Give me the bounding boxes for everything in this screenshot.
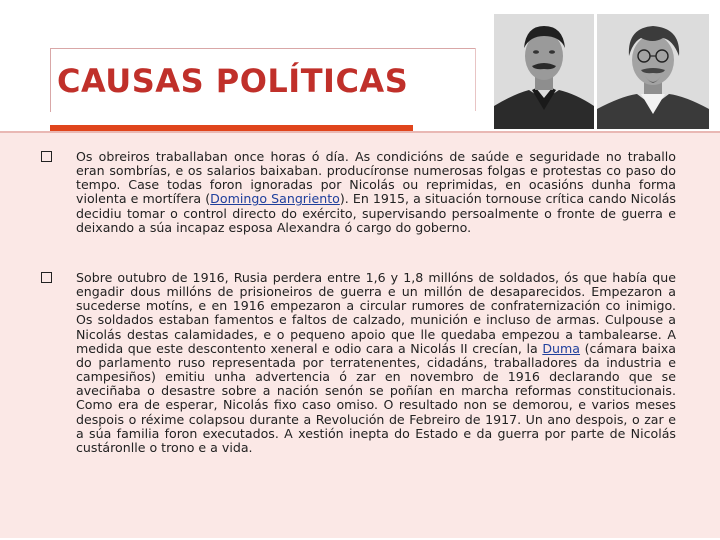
link-duma[interactable]: Duma: [542, 340, 581, 356]
portrait-stalin-image: [494, 14, 594, 129]
paragraph-2: Sobre outubro de 1916, Rusia perdera entre 1,6 y 1,8 millóns de soldados, ós que había que engadir dous millóns de prisioneiros de guerra e un millón de desaparecidos. Empezaron a sucederse motíns, e en 1916 empezaron a circular rumores de confraternización co inimigo. Os soldados estaban famentos e faltos de calzado, munición e incluso de armas. Culpouse a Nicolás destas calamidades, e o pequeno apoio que lle quedaba empezou a tambalearse. A medida que este descontento xeneral e odio cara a Nicolás II crecían, la Duma (cámara baixa do parlamento ruso representada por terratenentes, cidadáns, traballadores da industria e campesiños) emitiu unha advertencia ó zar en novembro de 1916 declarando que se aveciñaba o desastre sobre a nación senón se poñían en marcha reformas constitucionais. Como era de esperar, Nicolás fixo caso omiso. O resultado non se demorou, e varios meses despois o réxime colapsou durante a Revolución de Febreiro de 1917. Un ano despois, o zar e a súa familia foron executados. A xestión inepta do Estado e da guerra por parte de Nicolás custáronlle o trono e a vida.: [76, 270, 677, 455]
portrait-trotsky-image: [597, 14, 709, 129]
bullet-square-icon: [41, 151, 52, 162]
paragraph-1: Os obreiros traballaban once horas ó día. As condicións de saúde e seguridade no traballo eran sombrías, e os salarios baixaban. producíronse numerosas folgas e protestas co paso do tempo. Case todas foron ignoradas por Nicolás ou reprimidas, en ocasións dunha forma violenta e mortífera (Domingo Sangriento). En 1915, a situación tornouse crítica cando Nicolás decidiu tomar o control directo do exército, supervisando persoalmente o fronte de guerra e deixando a súa incapaz esposa Alexandra ó cargo do goberno.: [76, 149, 676, 235]
bullet-square-icon: [41, 272, 52, 283]
link-domingo-sangriento[interactable]: Domingo Sangriento: [210, 191, 340, 207]
page-title: CAUSAS POLÍTICAS: [57, 62, 409, 100]
title-frame-edge: [475, 48, 476, 111]
